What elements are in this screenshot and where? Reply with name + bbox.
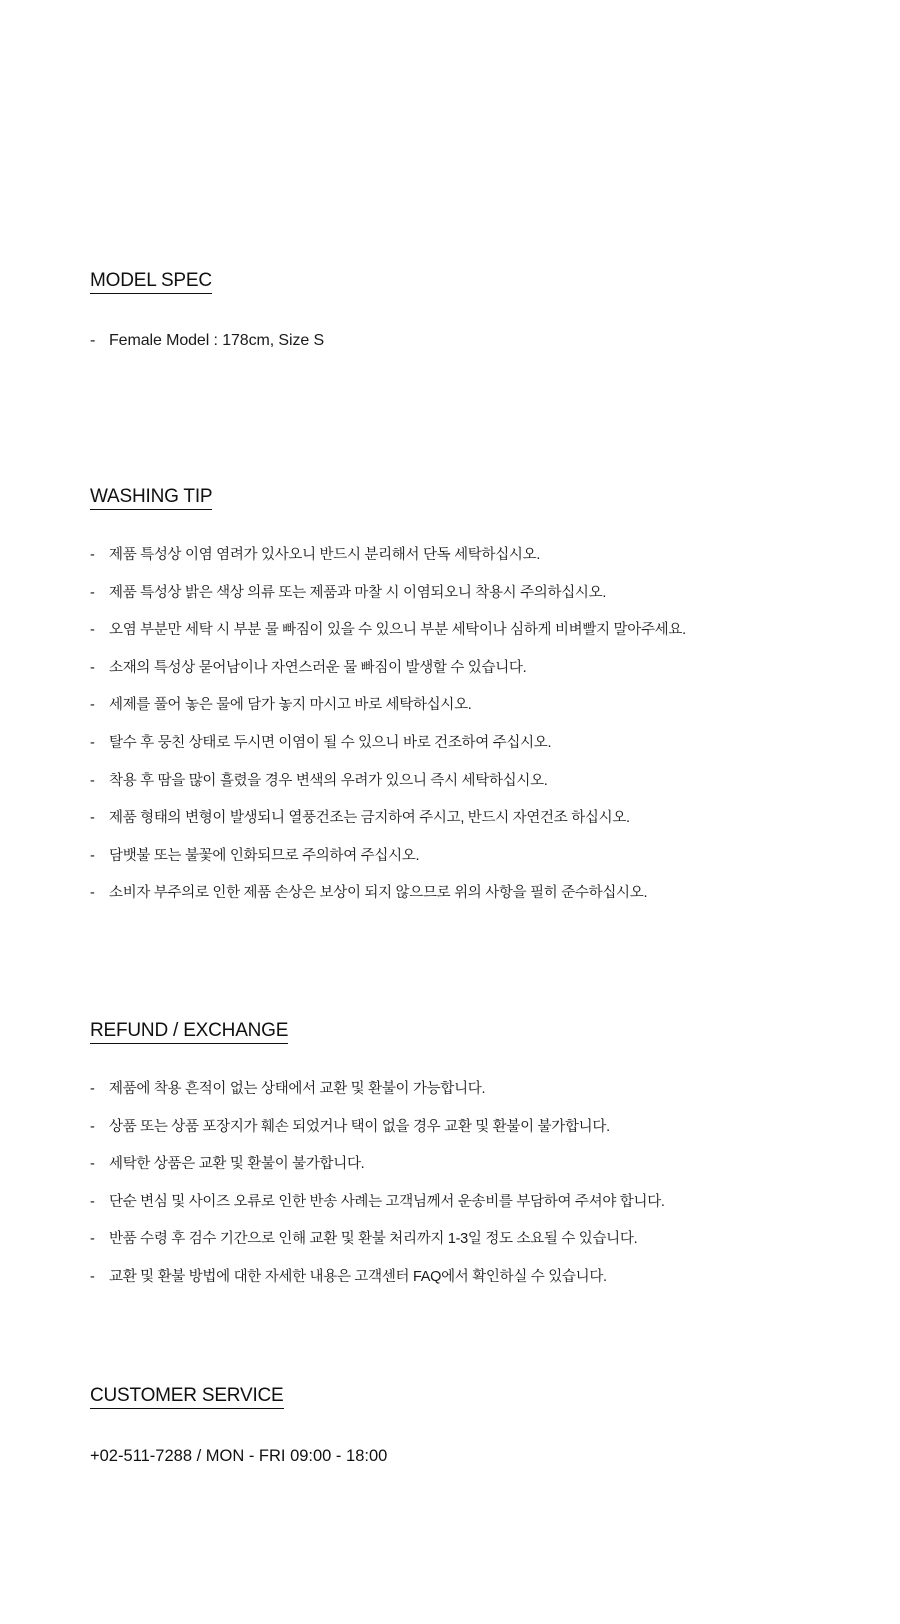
washing-tip-section — [90, 486, 870, 921]
list-item — [90, 545, 870, 565]
list-item-text: 담뱃불 또는 불꽃에 인화되므로 주의하여 주십시오. — [109, 847, 420, 864]
dash-bullet: - — [90, 584, 95, 601]
customer-service-title: CUSTOMER SERVICE — [90, 1385, 284, 1409]
dash-bullet: - — [90, 659, 95, 676]
list-item-text: 탈수 후 뭉친 상태로 두시면 이염이 될 수 있으니 바로 건조하여 주십시오. — [109, 734, 552, 751]
list-item-text: 오염 부분만 세탁 시 부분 물 빠짐이 있을 수 있으니 부분 세탁이나 심하게 비벼빨지 말아주세요. — [109, 622, 686, 639]
dash-bullet: - — [90, 1081, 95, 1097]
customer-service-contact: +02-511-7288 / MON - FRI 09:00 - 18:00 — [90, 1447, 388, 1465]
list-item-text: 상품 또는 상품 포장지가 훼손 되었거나 택이 없을 경우 교환 및 환불이 불가합니다. — [109, 1118, 610, 1135]
list-item-text: 제품 특성상 밝은 색상 의류 또는 제품과 마찰 시 이염되오니 착용시 주의하십시오. — [109, 584, 607, 601]
list-item-text: 소재의 특성상 묻어남이나 자연스러운 물 빠짐이 발생할 수 있습니다. — [109, 659, 527, 676]
list-item-text: 교환 및 환불 방법에 대한 자세한 내용은 고객센터 FAQ에서 확인하실 수 있습니다. — [109, 1268, 607, 1285]
dash-bullet: - — [90, 772, 95, 789]
list-item — [90, 1267, 870, 1287]
list-item-text: 제품 형태의 변형이 발생되니 열풍건조는 금지하여 주시고, 반드시 자연건조 하십시오. — [109, 810, 630, 827]
list-item — [90, 846, 870, 866]
dash-bullet: - — [90, 547, 95, 563]
model-spec-section — [90, 270, 870, 352]
model-spec-list — [90, 330, 870, 352]
refund-exchange-section — [90, 1020, 870, 1305]
list-item-text: 반품 수령 후 검수 기간으로 인해 교환 및 환불 처리까지 1-3일 정도 소요될 수 있습니다. — [109, 1231, 638, 1248]
customer-service-section — [90, 1385, 870, 1467]
dash-bullet: - — [90, 847, 95, 864]
refund-exchange-title: REFUND / EXCHANGE — [90, 1020, 288, 1044]
list-item — [90, 883, 870, 903]
refund-exchange-list — [90, 1079, 870, 1287]
washing-tip-list — [90, 545, 870, 903]
dash-bullet: - — [90, 885, 95, 902]
dash-bullet: - — [90, 1156, 95, 1173]
list-item — [90, 808, 870, 828]
list-item-text: Female Model : 178cm, Size S — [109, 332, 325, 349]
list-item-text: 세탁한 상품은 교환 및 환불이 불가합니다. — [109, 1156, 365, 1173]
list-item-text: 제품에 착용 흔적이 없는 상태에서 교환 및 환불이 가능합니다. — [109, 1081, 486, 1097]
list-item — [90, 695, 870, 715]
list-item — [90, 1154, 870, 1174]
list-item — [90, 1117, 870, 1137]
dash-bullet: - — [90, 622, 95, 639]
list-item — [90, 1079, 870, 1099]
list-item — [90, 1229, 870, 1249]
dash-bullet: - — [90, 1118, 95, 1135]
dash-bullet: - — [90, 697, 95, 714]
list-item-text: 소비자 부주의로 인한 제품 손상은 보상이 되지 않으므로 위의 사항을 필히 준수하십시오. — [109, 885, 648, 902]
list-item-text: 세제를 풀어 놓은 물에 담가 놓지 마시고 바로 세탁하십시오. — [109, 697, 472, 714]
dash-bullet: - — [90, 1231, 95, 1248]
dash-bullet: - — [90, 810, 95, 827]
list-item-text: 제품 특성상 이염 염려가 있사오니 반드시 분리해서 단독 세탁하십시오. — [109, 547, 541, 563]
list-item — [90, 330, 870, 352]
list-item — [90, 583, 870, 603]
list-item — [90, 1192, 870, 1212]
list-item-text: 착용 후 땀을 많이 흘렸을 경우 변색의 우려가 있으니 즉시 세탁하십시오. — [109, 772, 548, 789]
dash-bullet: - — [90, 734, 95, 751]
list-item-text: 단순 변심 및 사이즈 오류로 인한 반송 사례는 고객님께서 운송비를 부담하여 주셔야 합니다. — [109, 1193, 665, 1210]
dash-bullet: - — [90, 332, 96, 349]
list-item — [90, 771, 870, 791]
dash-bullet: - — [90, 1268, 95, 1285]
model-spec-title: MODEL SPEC — [90, 270, 212, 294]
washing-tip-title: WASHING TIP — [90, 486, 212, 510]
list-item — [90, 733, 870, 753]
dash-bullet: - — [90, 1193, 95, 1210]
list-item — [90, 620, 870, 640]
list-item — [90, 658, 870, 678]
